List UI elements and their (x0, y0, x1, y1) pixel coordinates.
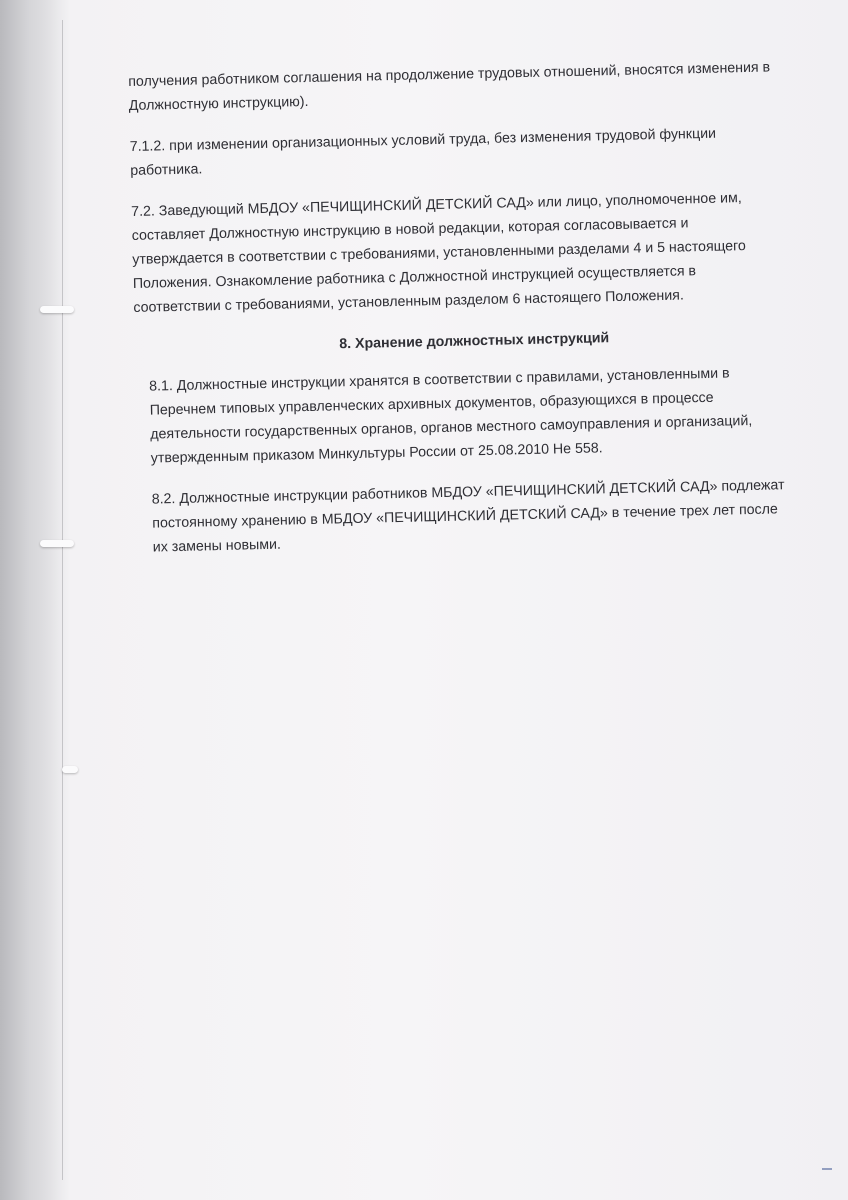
paragraph-7-1-2: 7.1.2. при изменении организационных условий труда, без изменения трудовой функции работника. (129, 125, 717, 179)
binding-thread-middle (40, 540, 74, 547)
section-8-heading: 8. Хранение должностных инструкций (339, 330, 610, 353)
paragraph-8-2: 8.2. Должностные инструкции работников МБДОУ «ПЕЧИЩИНСКИЙ ДЕТСКИЙ САД» подлежат постоянному хранению в МБДОУ «ПЕЧИЩИНСКИЙ ДЕТСКИЙ САД» в течение трех лет после их замены новыми. (151, 477, 785, 556)
paragraph-7-1-1-tail: получения работником соглашения на продолжение трудовых отношений, вносятся изменения в Должностную инструкцию). (128, 59, 771, 114)
binding-fold-line (62, 20, 63, 1180)
binding-thread-bottom (62, 766, 78, 773)
paragraph-8-1: 8.1. Должностные инструкции хранятся в соответствии с правилами, установленными в Перечнем типовых управленческих архивных документов, образующихся в процессе деятельности государственных органов, органов местного самоуправления и организаций, утвержденным приказом Минкультуры России от 25.08.2010 Не 558. (149, 365, 753, 467)
pen-mark (822, 1168, 832, 1170)
document-body (128, 55, 789, 577)
paragraph-7-2: 7.2. Заведующий МБДОУ «ПЕЧИЩИНСКИЙ ДЕТСКИЙ САД» или лицо, уполномоченное им, составляет Должностную инструкцию в новой редакции, которая согласовывается и утверждается в соответствии с требованиями, установленными разделами 4 и 5 настоящего Положения. Ознакомление работника с Должностной инструкцией осуществляется в соответствии с требованиями, установленным разделом 6 настоящего Положения. (131, 190, 746, 316)
binding-thread-top (40, 306, 74, 313)
binding-shadow (0, 0, 70, 1200)
